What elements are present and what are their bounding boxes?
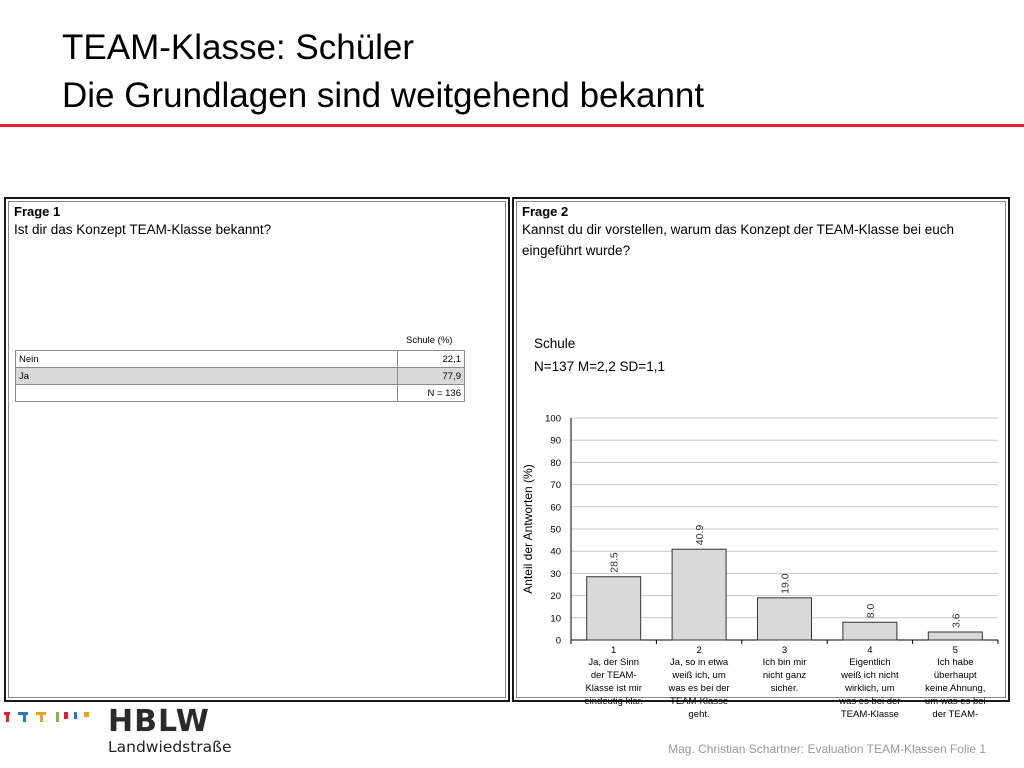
category-code-label: 1 <box>611 645 617 656</box>
category-label-line: der TEAM- <box>590 670 637 681</box>
y-tick-label: 50 <box>550 524 561 536</box>
bar <box>758 598 812 640</box>
table-header: Schule (%) <box>406 335 453 346</box>
category-label-line: weiß ich nicht <box>841 670 899 681</box>
group-label: Schule <box>534 336 576 351</box>
bar <box>843 622 897 640</box>
category-label-line: geht. <box>688 709 710 720</box>
row-n-count: N = 136 <box>398 385 465 402</box>
logo-mark-icon <box>4 710 96 724</box>
category-label-line: Ja, so in etwa <box>670 657 729 668</box>
frage1-heading: Frage 1 <box>14 204 61 219</box>
y-tick-label: 80 <box>550 457 561 469</box>
frage1-question: Ist dir das Konzept TEAM-Klasse bekannt? <box>14 222 272 237</box>
y-tick-label: 30 <box>550 568 561 580</box>
frage2-panel <box>512 197 1010 720</box>
logo-subtitle: Landwiedstraße <box>108 738 232 756</box>
bar <box>587 577 641 640</box>
bar-value-label: 3.6 <box>950 613 963 629</box>
category-label-line: wirklich, um <box>845 683 895 694</box>
category-label-line: Eigentlich <box>849 657 891 668</box>
category-label-line: TEAM-Klasse <box>670 696 729 707</box>
category-label-line: Klasse ist mir <box>585 683 642 694</box>
category-code-label: 2 <box>696 645 702 656</box>
category-label-line: TEAM-Klasse <box>840 709 899 720</box>
row-value-nein: 22,1 <box>398 351 465 368</box>
row-label-nein: Nein <box>16 351 398 368</box>
row-label-ja: Ja <box>16 368 398 385</box>
category-label-line: eindeutig klar. <box>584 696 644 707</box>
frage1-panel <box>4 197 510 702</box>
category-label-line: Ja, der Sinn <box>588 657 640 668</box>
category-label-line: nicht ganz <box>762 670 807 681</box>
category-label-line: überhaupt <box>933 670 977 681</box>
bar-value-label: 19.0 <box>779 573 792 594</box>
bar-value-label: 8.0 <box>864 603 877 619</box>
y-axis-label: Anteil der Antworten (%) <box>521 464 535 594</box>
category-label-line: Ich bin mir <box>762 657 807 668</box>
table-row <box>16 385 465 402</box>
slide-title-line2: Die Grundlagen sind weitgehend bekannt <box>62 76 705 115</box>
stats-label: N=137 M=2,2 SD=1,1 <box>534 359 665 374</box>
y-tick-label: 40 <box>550 546 561 558</box>
table-row <box>16 368 465 385</box>
y-tick-label: 90 <box>550 435 561 447</box>
category-code-label: 3 <box>781 645 788 656</box>
category-label-line: was es bei der <box>668 683 730 694</box>
category-label-line: Ich habe <box>937 657 974 668</box>
bar <box>672 549 726 640</box>
bar <box>928 632 982 640</box>
y-tick-label: 0 <box>555 635 561 647</box>
y-tick-label: 60 <box>550 502 561 514</box>
y-tick-label: 20 <box>550 591 561 603</box>
bar-chart <box>514 199 1008 720</box>
category-label-line: um was es bei <box>924 696 986 707</box>
bar-value-label: 40.9 <box>694 524 707 546</box>
y-tick-label: 100 <box>545 413 561 425</box>
title-divider <box>0 124 1024 127</box>
frage2-question-line2: eingeführt wurde? <box>522 243 631 258</box>
category-label-line: der TEAM- <box>932 709 979 720</box>
category-label-line: keine Ahnung, <box>925 683 986 694</box>
y-tick-label: 70 <box>550 480 561 492</box>
results-table <box>15 350 465 402</box>
bar-value-label: 28.5 <box>608 552 621 573</box>
slide-title-line1: TEAM-Klasse: Schüler <box>62 28 415 67</box>
y-tick-label: 10 <box>550 613 561 625</box>
logo-name: HBLW <box>108 704 210 739</box>
category-code-label: 4 <box>867 645 873 656</box>
frage2-heading: Frage 2 <box>522 204 569 219</box>
frage2-question-line1: Kannst du dir vorstellen, warum das Konzept der TEAM-Klasse bei euch <box>522 222 954 237</box>
table-row <box>16 351 465 368</box>
category-code-label: 5 <box>952 645 958 656</box>
slide-footer: Mag. Christian Schartner: Evaluation TEAM-Klassen Folie 1 <box>668 742 986 756</box>
category-label-line: was es bei der <box>839 696 901 707</box>
row-value-ja: 77,9 <box>398 368 465 385</box>
category-label-line: weiß ich, um <box>672 670 726 681</box>
category-label-line: sicher. <box>770 683 799 694</box>
row-empty <box>16 385 398 402</box>
